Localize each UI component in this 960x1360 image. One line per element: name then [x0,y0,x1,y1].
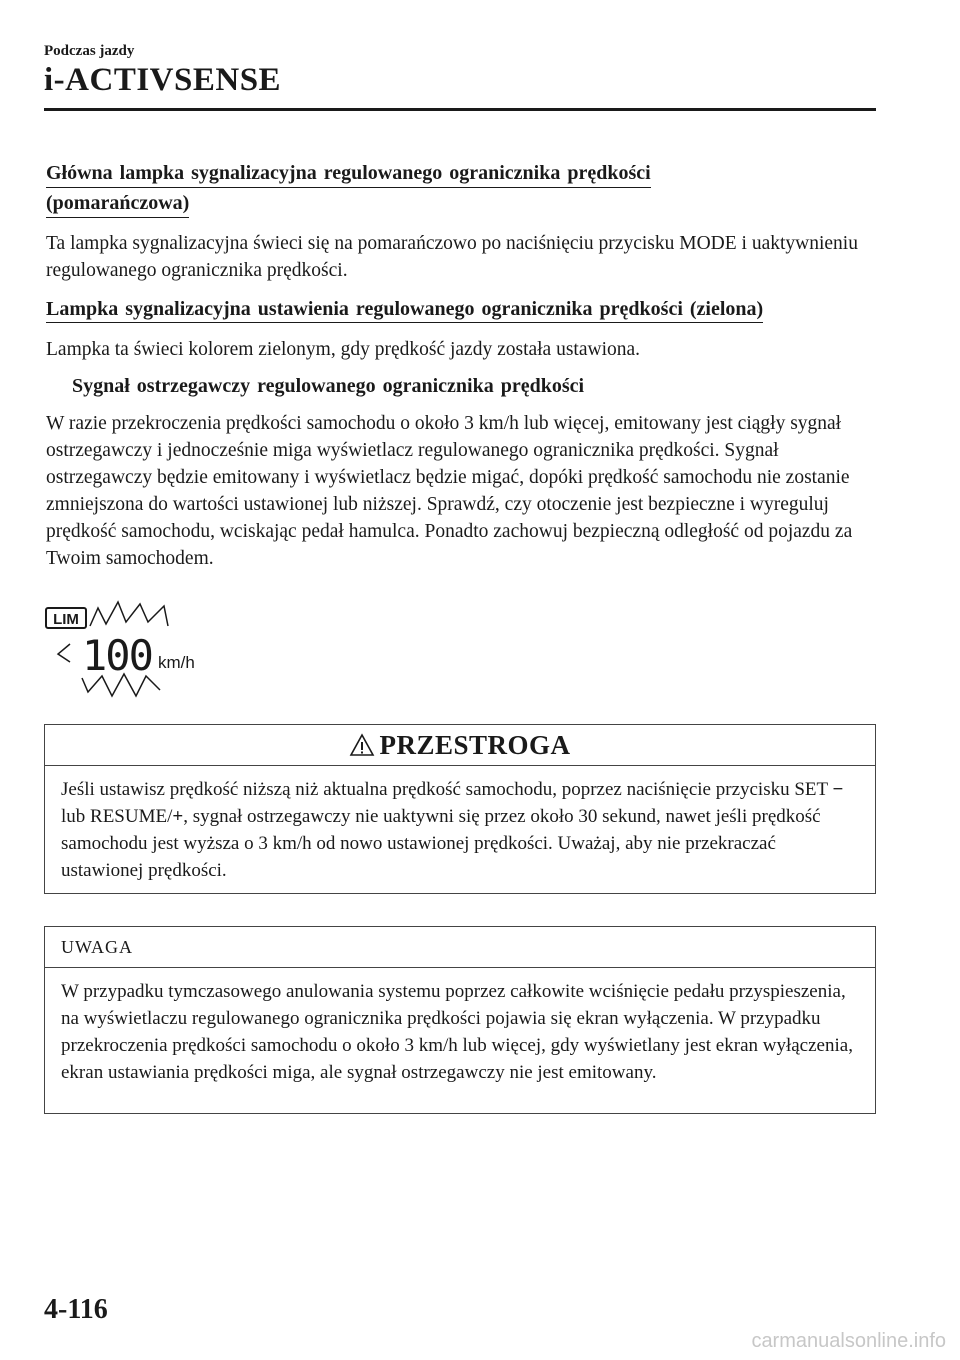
lim-label: LIM [53,611,79,628]
plus-symbol: + [172,806,184,827]
minus-symbol: − [832,779,844,800]
caution-box [44,724,876,894]
warning-signal-text: W razie przekroczenia prędkości samochodu o około 3 km/h lub więcej, emitowany jest ciągły sygnał ostrzegawczy i jednocześnie miga wyświetlacz regulowanego ogranicznika prędkości. Sygnał ostrzegawczy będzie emitowany i wyświetlacz będzie migać, dopóki prędkość samochodu nie zostanie zmniejszona do wartości ustawionej lub niższej. Sprawdź, czy otoczenie jest bezpieczne i wyreguluj prędkość samochodu, wciskając pedał hamulca. Ponadto zachowuj bezpieczną odległość od pojazdu za Twoim samochodem. [46,413,853,569]
page-title: i-ACTIVSENSE [44,62,282,98]
orange-lamp-heading-line2: (pomarańczowa) [46,190,189,218]
speed-unit: km/h [158,653,195,672]
caution-text [45,766,875,894]
page-number: 4-116 [44,1294,108,1325]
warning-triangle-icon [349,733,375,757]
warning-signal-heading: Sygnał ostrzegawczy regulowanego ogranicznika prędkości [72,375,585,397]
header-divider [44,108,876,111]
note-title: UWAGA [61,936,133,957]
note-title-row [45,927,875,968]
speed-limiter-display-figure [44,600,244,700]
green-lamp-text: Lampka ta świeci kolorem zielonym, gdy prędkość jazdy została ustawiona. [46,339,641,360]
caution-text-part2: lub RESUME/ [61,806,173,827]
green-lamp-heading-text: Lampka sygnalizacyjna ustawienia regulowanego ogranicznika prędkości (zielona) [46,298,763,323]
caution-title-row [45,725,875,766]
note-box [44,926,876,1114]
note-text: W przypadku tymczasowego anulowania systemu poprzez całkowite wciśnięcie pedału przyspieszenia, na wyświetlaczu regulowanego ogranicznika prędkości pojawia się ekran wyłączenia. W przypadku przekroczenia prędkości samochodu o około 3 km/h lub więcej, gdy wyświetlany jest ekran wyłączenia, ekran ustawiania prędkości miga, ale sygnał ostrzegawczy nie jest emitowany. [61,981,853,1083]
orange-lamp-text: Ta lampka sygnalizacyjna świeci się na pomarańczowo po naciśnięciu przycisku MODE i uaktywnieniu regulowanego ogranicznika prędkości. [46,233,858,281]
green-lamp-heading [46,296,872,322]
caution-text-part3: , sygnał ostrzegawczy nie uaktywni się przez około 30 sekund, nawet jeśli prędkość samochodu jest wyższa o 3 km/h od nowo ustawionej prędkości. Uważaj, aby nie przekraczać ustawionej prędkości. [61,806,821,881]
blinking-display-illustration [44,600,244,700]
orange-lamp-heading [46,160,872,218]
caution-title: PRZESTROGA [379,729,571,760]
flash-rays-left [58,644,70,662]
caution-text-part1: Jeśli ustawisz prędkość niższą niż aktualna prędkość samochodu, poprzez naciśnięcie przycisku SET [61,779,833,800]
section-label: Podczas jazdy [44,43,135,59]
main-content [46,160,872,572]
flash-rays-top [90,602,168,626]
orange-lamp-heading-line1: Główna lampka sygnalizacyjna regulowanego ogranicznika prędkości [46,160,651,188]
speed-digits: 100 [82,631,152,680]
watermark: carmanualsonline.info [751,1330,946,1352]
